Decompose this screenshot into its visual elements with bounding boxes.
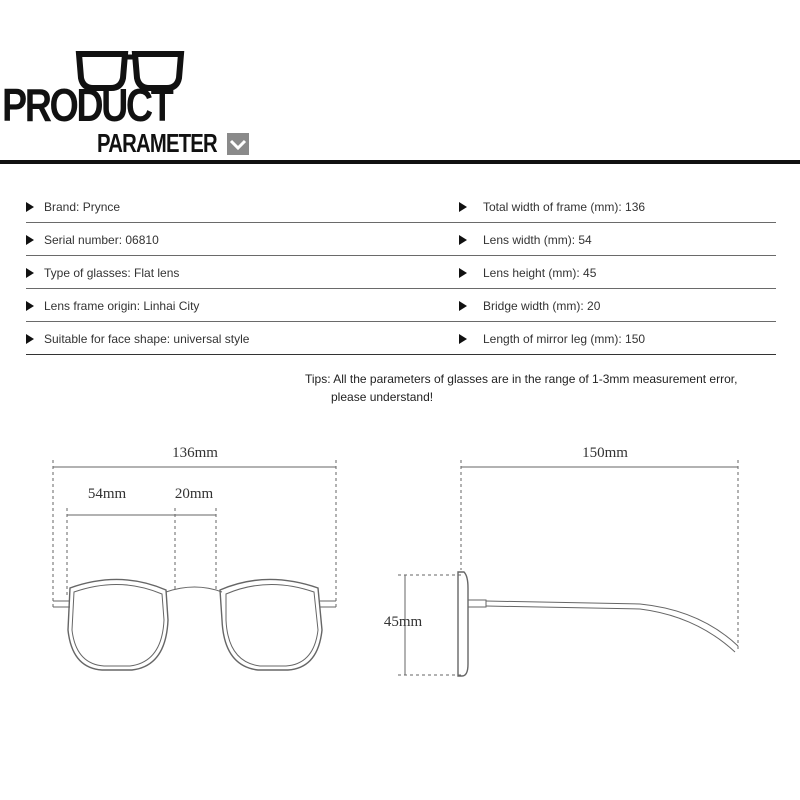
bullet-triangle-icon bbox=[459, 268, 467, 278]
param-cell bbox=[26, 299, 199, 313]
param-cell bbox=[26, 200, 120, 214]
header-divider bbox=[0, 160, 800, 164]
table-row bbox=[26, 256, 776, 289]
table-row bbox=[26, 190, 776, 223]
bullet-triangle-icon bbox=[459, 202, 467, 212]
param-face-shape: Suitable for face shape: universal style bbox=[44, 332, 250, 346]
param-cell bbox=[26, 332, 249, 346]
param-frame-origin: Lens frame origin: Linhai City bbox=[44, 299, 200, 313]
table-row bbox=[26, 223, 776, 256]
param-brand: Brand: Prynce bbox=[44, 200, 121, 214]
lens-side-profile bbox=[458, 572, 468, 676]
page-header bbox=[0, 0, 800, 170]
param-cell bbox=[459, 299, 600, 313]
bridge bbox=[166, 587, 222, 592]
parameter-table bbox=[26, 190, 776, 355]
chevron-down-icon bbox=[227, 133, 249, 155]
bullet-triangle-icon bbox=[26, 268, 34, 278]
right-lens-inner bbox=[226, 584, 318, 666]
param-cell bbox=[459, 332, 645, 346]
temple-length-label: 150mm bbox=[582, 445, 628, 461]
bullet-triangle-icon bbox=[26, 334, 34, 344]
param-bridge-width: Bridge width (mm): 20 bbox=[483, 299, 601, 313]
page-title: PRODUCT bbox=[2, 79, 172, 131]
bullet-triangle-icon bbox=[26, 202, 34, 212]
bullet-triangle-icon bbox=[459, 301, 467, 311]
table-row bbox=[26, 289, 776, 322]
param-lens-width: Lens width (mm): 54 bbox=[483, 233, 592, 247]
total-width-label: 136mm bbox=[172, 445, 218, 461]
param-cell bbox=[26, 233, 159, 247]
side-view-drawing bbox=[398, 460, 738, 676]
side-hinge bbox=[468, 600, 486, 607]
tips-line-1: Tips: All the parameters of glasses are in the range of 1-3mm measurement error, bbox=[305, 372, 738, 386]
table-row bbox=[26, 322, 776, 355]
tips-note bbox=[305, 370, 795, 406]
bullet-triangle-icon bbox=[26, 235, 34, 245]
bullet-triangle-icon bbox=[26, 301, 34, 311]
lens-height-label: 45mm bbox=[383, 614, 423, 630]
temple-arm-bottom bbox=[486, 606, 735, 652]
left-lens-inner bbox=[72, 584, 164, 666]
param-cell bbox=[459, 266, 596, 280]
page-subtitle: PARAMETER bbox=[97, 128, 217, 158]
dimension-drawings bbox=[0, 420, 800, 700]
temple-arm-top bbox=[486, 601, 738, 646]
param-lens-height: Lens height (mm): 45 bbox=[483, 266, 597, 280]
lens-width-label: 54mm bbox=[87, 486, 127, 502]
param-cell bbox=[26, 266, 179, 280]
bullet-triangle-icon bbox=[459, 235, 467, 245]
right-lens-outline bbox=[220, 579, 322, 670]
bridge-width-label: 20mm bbox=[174, 486, 214, 502]
param-cell bbox=[459, 200, 645, 214]
bullet-triangle-icon bbox=[459, 334, 467, 344]
param-serial-number: Serial number: 06810 bbox=[44, 233, 159, 247]
tips-line-2: please understand! bbox=[331, 390, 434, 404]
param-total-width: Total width of frame (mm): 136 bbox=[483, 200, 646, 214]
param-type-of-glasses: Type of glasses: Flat lens bbox=[44, 266, 180, 280]
param-mirror-leg-length: Length of mirror leg (mm): 150 bbox=[483, 332, 646, 346]
param-cell bbox=[459, 233, 592, 247]
